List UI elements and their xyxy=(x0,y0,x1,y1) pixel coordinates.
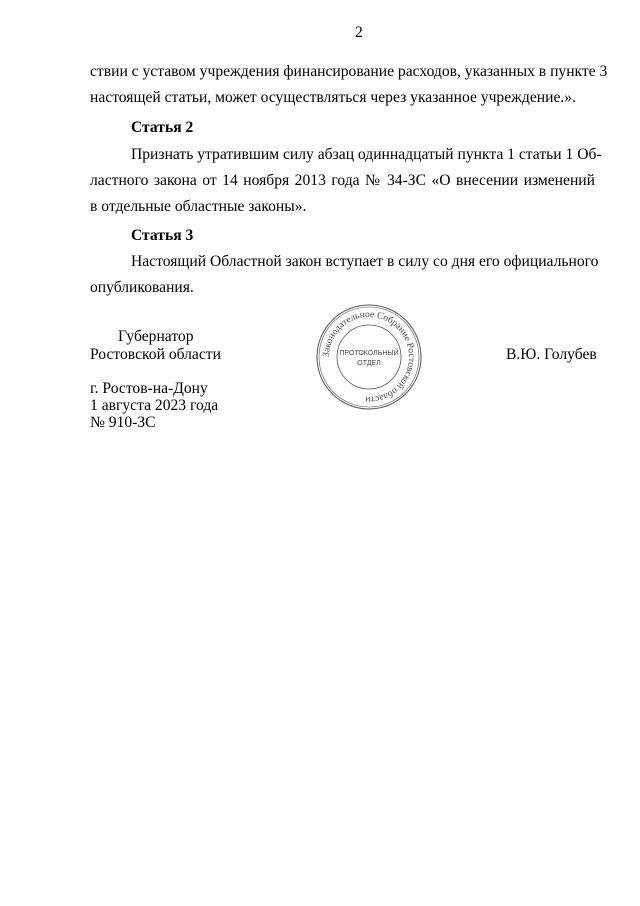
article-3-line-1: Настоящий Областной закон вступает в силу со дня его официального xyxy=(131,253,599,270)
article-2-line-2: ластного закона от 14 ноября 2013 года № 34-ЗС «О внесении изменений xyxy=(90,172,595,189)
date: 1 августа 2023 года xyxy=(90,397,219,414)
intro-line-1: ствии с уставом учреждения финансирование расходов, указанных в пункте 3 xyxy=(90,63,608,80)
svg-text:Законодательное Собрание Росто xyxy=(322,310,416,404)
signatory-title-1: Губернатор xyxy=(118,328,194,345)
signatory-title-2: Ростовской области xyxy=(90,346,221,363)
signatory-name: В.Ю. Голубев xyxy=(506,346,597,363)
article-3-line-2: опубликования. xyxy=(90,279,194,296)
article-2-line-3: в отдельные областные законы». xyxy=(90,198,307,215)
page-number: 2 xyxy=(355,24,363,41)
official-stamp xyxy=(314,302,424,412)
place: г. Ростов-на-Дону xyxy=(90,380,208,397)
stamp-center-line-1: ПРОТОКОЛЬНЫЙ xyxy=(339,350,399,357)
article-3-heading: Статья 3 xyxy=(131,227,194,244)
stamp-center-line-2: ОТДЕЛ xyxy=(357,360,381,367)
law-number: № 910-ЗС xyxy=(90,414,156,431)
article-2-heading: Статья 2 xyxy=(131,119,194,136)
intro-line-2: настоящей статьи, может осуществляться через указанное учреждение.». xyxy=(90,89,576,106)
stamp-ring-text: Законодательное Собрание Ростовской области xyxy=(321,309,417,405)
article-2-line-1: Признать утратившим силу абзац одиннадцатый пункта 1 статьи 1 Об- xyxy=(131,146,602,163)
